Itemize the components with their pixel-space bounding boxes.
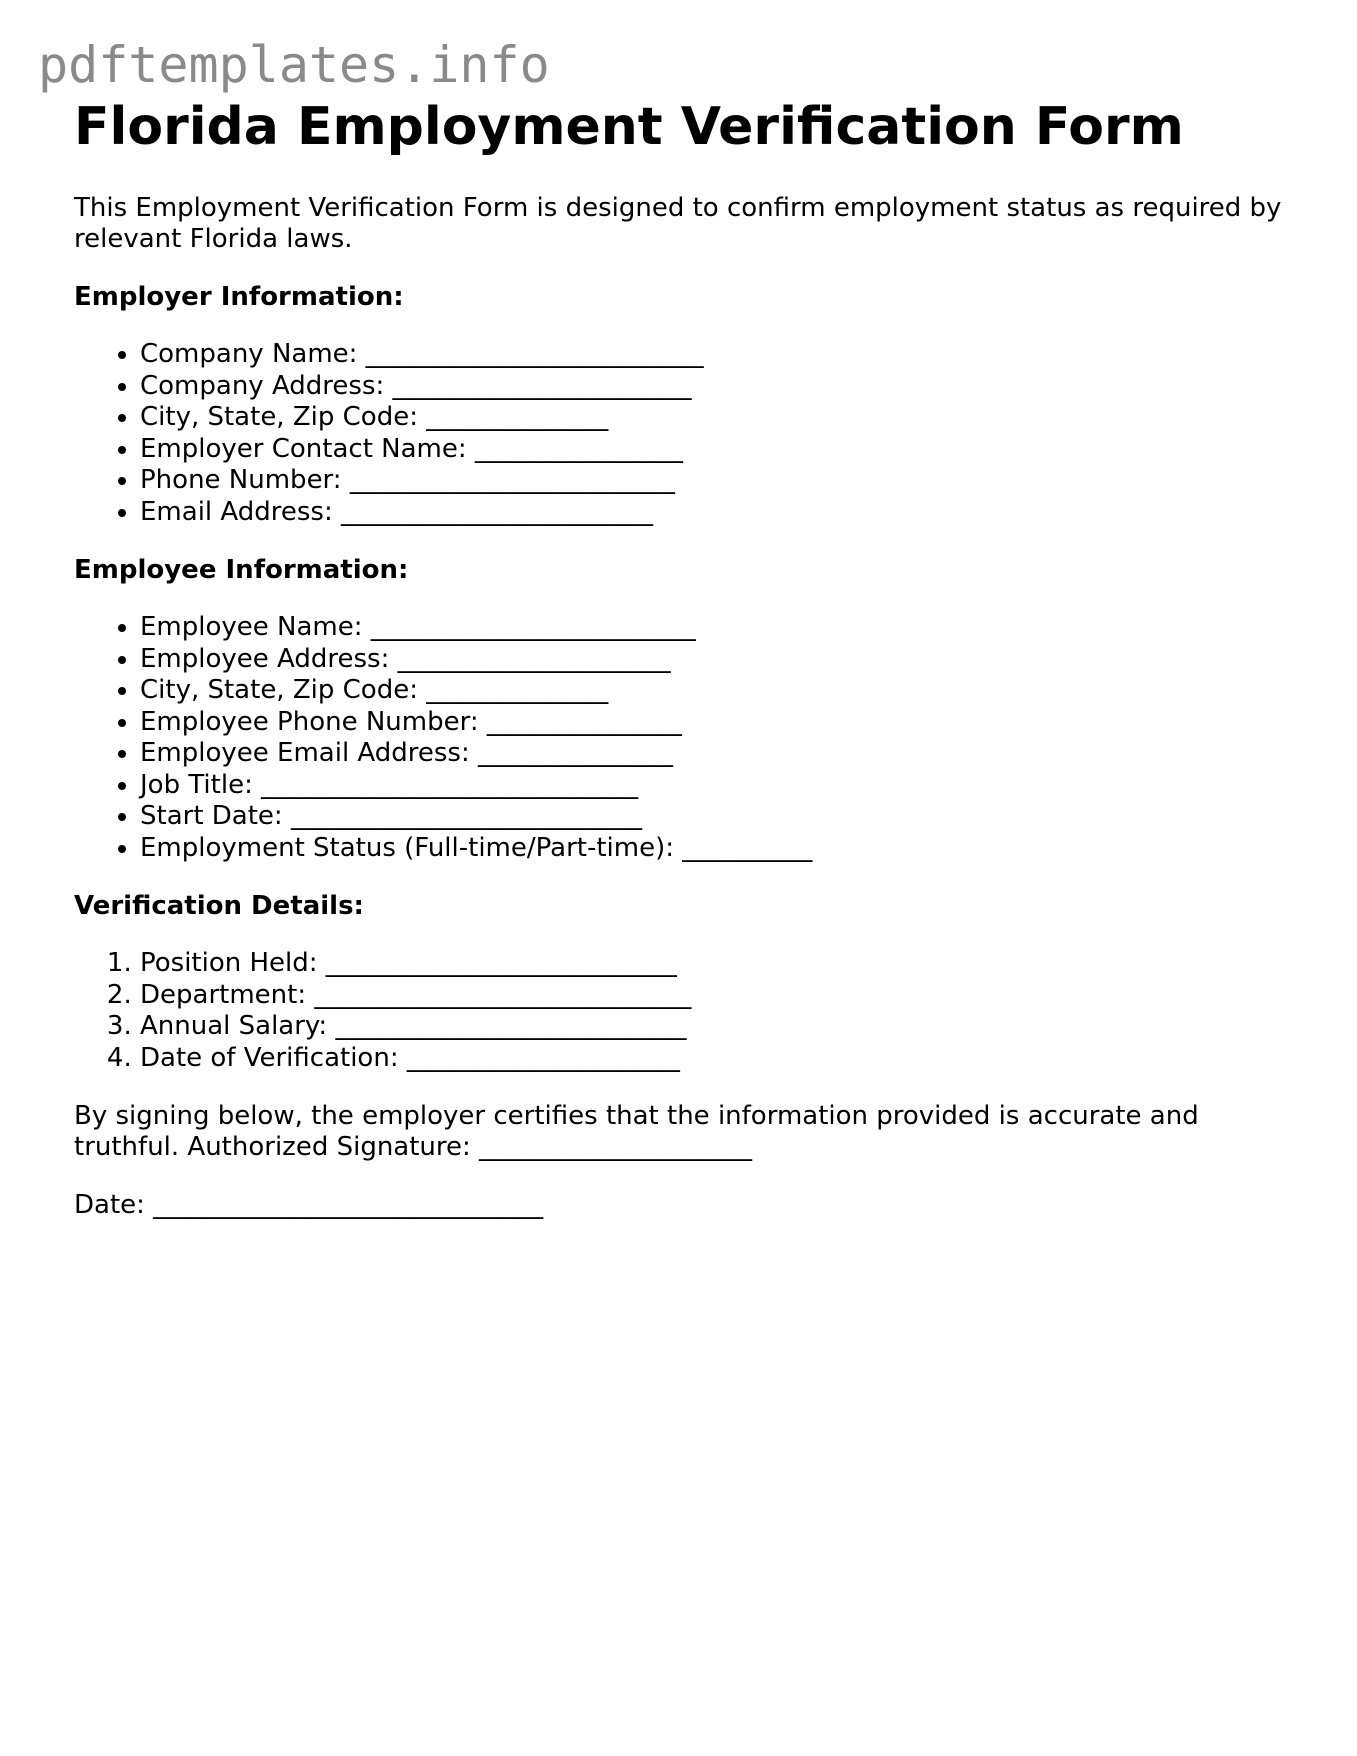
verification-field-list bbox=[74, 948, 1294, 1074]
document-page bbox=[74, 96, 1294, 1221]
signature-date-field: Date: ______________________________ bbox=[74, 1190, 544, 1220]
employee-phone-field: • Employee Phone Number: _______________ bbox=[140, 707, 1294, 739]
employee-field-list bbox=[74, 612, 1294, 864]
employer-phone-field: • Phone Number: _________________________ bbox=[140, 465, 1294, 497]
verification-department-field: 2. Department: _____________________________ bbox=[140, 980, 1294, 1012]
employer-city-state-zip-field: • City, State, Zip Code: ______________ bbox=[140, 402, 1294, 434]
employee-email-field: • Employee Email Address: _______________ bbox=[140, 738, 1294, 770]
employee-name-field: • Employee Name: _________________________ bbox=[140, 612, 1294, 644]
verification-salary-field: 3. Annual Salary: ___________________________ bbox=[140, 1011, 1294, 1043]
verification-section-heading: Verification Details: bbox=[74, 891, 364, 921]
employer-company-name-field: • Company Name: __________________________ bbox=[140, 339, 1294, 371]
watermark: pdftemplates.info bbox=[38, 36, 550, 94]
employee-section-heading: Employee Information: bbox=[74, 555, 409, 585]
employer-section-heading: Employer Information: bbox=[74, 282, 404, 312]
verification-position-field: 1. Position Held: ___________________________ bbox=[140, 948, 1294, 980]
employer-contact-name-field: • Employer Contact Name: ________________ bbox=[140, 434, 1294, 466]
certification-paragraph: By signing below, the employer certifies that the information provided is accurate and truthful. Authorized Signature: _____________________ bbox=[74, 1101, 1199, 1162]
employee-job-title-field: • Job Title: _____________________________ bbox=[140, 770, 1294, 802]
verification-date-field: 4. Date of Verification: _____________________ bbox=[140, 1043, 1294, 1075]
employer-company-address-field: • Company Address: _______________________ bbox=[140, 371, 1294, 403]
page-title: Florida Employment Verification Form bbox=[74, 97, 1184, 157]
intro-paragraph: This Employment Verification Form is designed to confirm employment status as required by relevant Florida laws. bbox=[74, 193, 1282, 254]
employee-city-state-zip-field: • City, State, Zip Code: ______________ bbox=[140, 675, 1294, 707]
employee-address-field: • Employee Address: _____________________ bbox=[140, 644, 1294, 676]
employer-email-field: • Email Address: ________________________ bbox=[140, 497, 1294, 529]
employee-status-field: • Employment Status (Full-time/Part-time): __________ bbox=[140, 833, 1294, 865]
employee-start-date-field: • Start Date: ___________________________ bbox=[140, 801, 1294, 833]
employer-field-list bbox=[74, 339, 1294, 528]
